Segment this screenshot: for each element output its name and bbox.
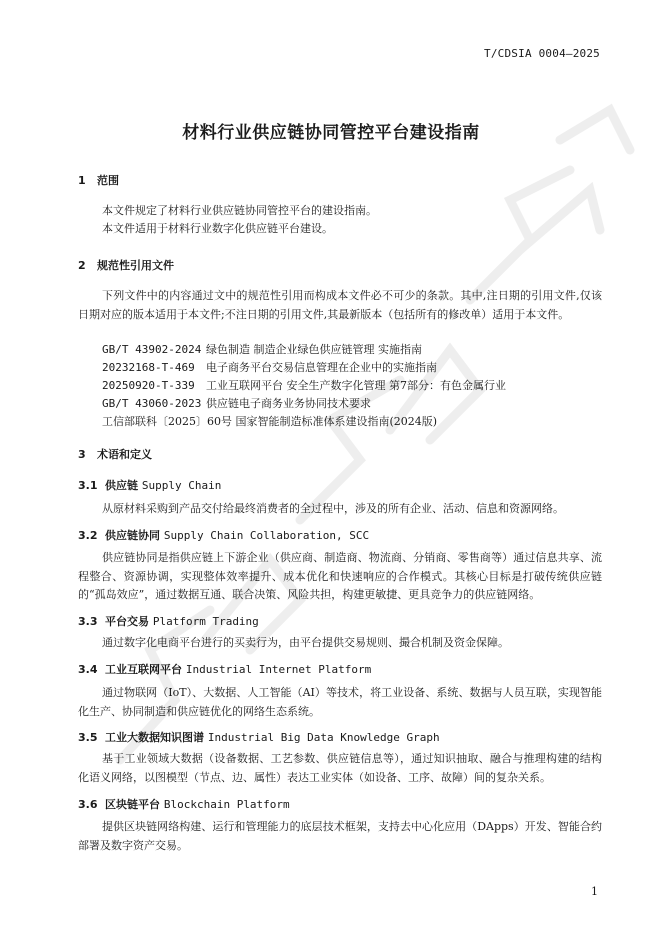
term-definition: 通过数字化电商平台进行的买卖行为，由平台提供交易规则、撮合机制及资金保障。 [102, 636, 509, 649]
term-heading: 3.4 工业互联网平台 Industrial Internet Platform [78, 663, 372, 676]
paragraph: 下列文件中的内容通过文中的规范性引用而构成本文件必不可少的条款。其中,注日期的引用文件,仅该日期对应的版本适用于本文件;不注日期的引用文件,其最新版本（包括所有的修改单）适用于本文件。 [78, 289, 602, 321]
reference-item: GB/T 43060-2023 供应链电子商务业务协同技术要求 [102, 397, 371, 410]
term-definition: 提供区块链网络构建、运行和管理能力的底层技术框架，支持去中心化应用（DApps）开发、智能合约部署及数字资产交易。 [78, 820, 602, 852]
section-heading-scope: 1 范围 [78, 174, 119, 187]
term-heading: 3.6 区块链平台 Blockchain Platform [78, 798, 290, 811]
term-definition: 供应链协同是指供应链上下游企业（供应商、制造商、物流商、分销商、零售商等）通过信息共享、流程整合、资源协调，实现整体效率提升、成本优化和快速响应的合作模式。其核心目标是打破传统供应链的“孤岛效应”，通过数据互通、联合决策、风险共担，构建更敏捷、更具竞争力的供应链网络。 [78, 551, 602, 601]
reference-item: GB/T 43902-2024 绿色制造 制造企业绿色供应链管理 实施指南 [102, 343, 422, 356]
section-heading-normative-references: 2 规范性引用文件 [78, 259, 174, 272]
page-number: 1 [591, 885, 598, 898]
paragraph: 本文件适用于材料行业数字化供应链平台建设。 [102, 222, 333, 235]
reference-item: 20232168-T-469 电子商务平台交易信息管理在企业中的实施指南 [102, 361, 437, 374]
section-heading-terms: 3 术语和定义 [78, 448, 152, 461]
term-heading: 3.2 供应链协同 Supply Chain Collaboration, SCC [78, 529, 370, 542]
term-heading: 3.3 平台交易 Platform Trading [78, 615, 259, 628]
reference-item: 工信部联科〔2025〕60号 国家智能制造标准体系建设指南(2024版) [102, 415, 438, 428]
term-definition: 基于工业领域大数据（设备数据、工艺参数、供应链信息等），通过知识抽取、融合与推理构建的结构化语义网络，以图模型（节点、边、属性）表达工业实体（如设备、工序、故障）间的复杂关系。 [78, 752, 602, 784]
paragraph: 本文件规定了材料行业供应链协同管控平台的建设指南。 [102, 204, 377, 217]
document-code: T/CDSIA 0004—2025 [484, 47, 600, 60]
reference-item: 20250920-T-339 工业互联网平台 安全生产数字化管理 第7部分：有色金属行业 [102, 379, 506, 392]
term-heading: 3.5 工业大数据知识图谱 Industrial Big Data Knowledge Graph [78, 731, 440, 744]
term-heading: 3.1 供应链 Supply Chain [78, 479, 222, 492]
term-definition: 从原材料采购到产品交付给最终消费者的全过程中，涉及的所有企业、活动、信息和资源网络。 [102, 502, 564, 515]
document-title: 材料行业供应链协同管控平台建设指南 [182, 123, 480, 143]
term-definition: 通过物联网（IoT）、大数据、人工智能（AI）等技术，将工业设备、系统、数据与人员互联，实现智能化生产、协同制造和供应链优化的网络生态系统。 [78, 686, 602, 718]
